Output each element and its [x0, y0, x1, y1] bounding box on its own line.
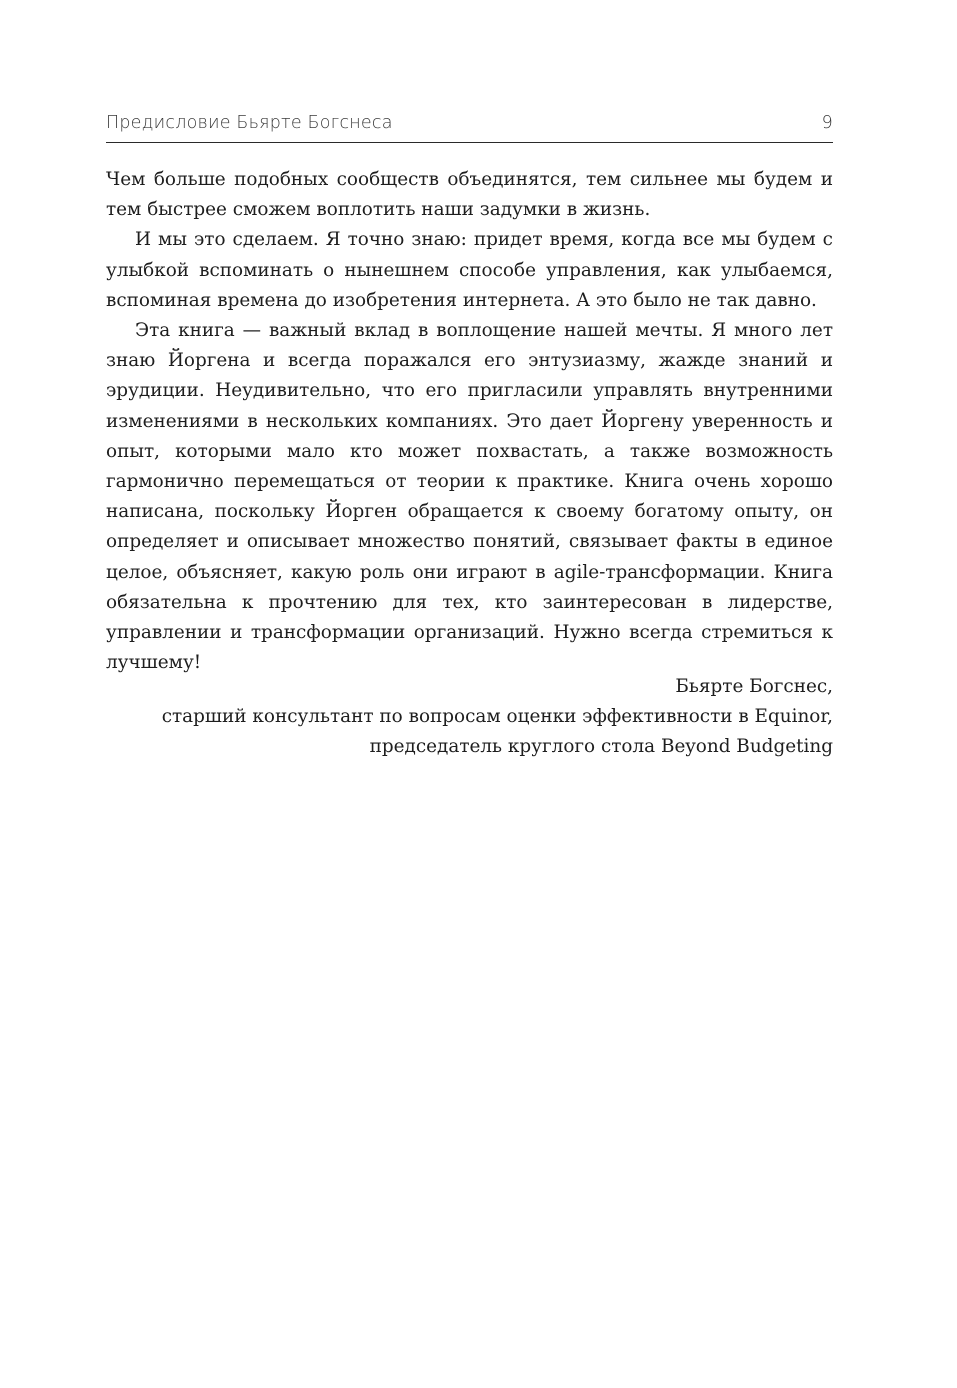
- signature-block: [106, 672, 833, 763]
- paragraph: Чем больше подобных сообществ объединятся, тем сильнее мы будем и тем быстрее сможем воплотить наши задумки в жизнь.: [106, 169, 833, 221]
- body-text: [106, 165, 833, 678]
- paragraph: Эта книга — важный вклад в воплощение нашей мечты. Я много лет знаю Йоргена и всегда поражался его энтузиазму, жажде знаний и эрудиции. Неудивительно, что его пригласили управлять внутренними изменениями в нескольких компаниях. Это дает Йоргену уверенность и опыт, которыми мало кто может похвастать, а также возможность гармонично перемещаться от теории к практике. Книга очень хорошо написана, поскольку Йорген обращается к своему богатому опыту, он определяет и описывает множество понятий, связывает факты в единое целое, объясняет, какую роль они играют в agile-трансформации. Книга обязательна к прочтению для тех, кто заинтересован в лидерстве, управлении и трансформации организаций. Нужно всегда стремиться к лучшему!: [106, 320, 833, 674]
- signature-position: старший консультант по вопросам оценки эффективности в Equinor,: [161, 706, 833, 728]
- signature-role: председатель круглого стола Beyond Budgeting: [369, 736, 833, 758]
- page-number: 9: [821, 113, 833, 133]
- chapter-title: Предисловие Бьярте Богснеса: [106, 113, 393, 133]
- running-header: [106, 109, 833, 143]
- paragraph: И мы это сделаем. Я точно знаю: придет время, когда все мы будем с улыбкой вспоминать о нынешнем способе управления, как улыбаемся, вспоминая времена до изобретения интернета. А это было не так давно.: [106, 229, 833, 311]
- signature-name: Бьярте Богснес,: [675, 676, 833, 697]
